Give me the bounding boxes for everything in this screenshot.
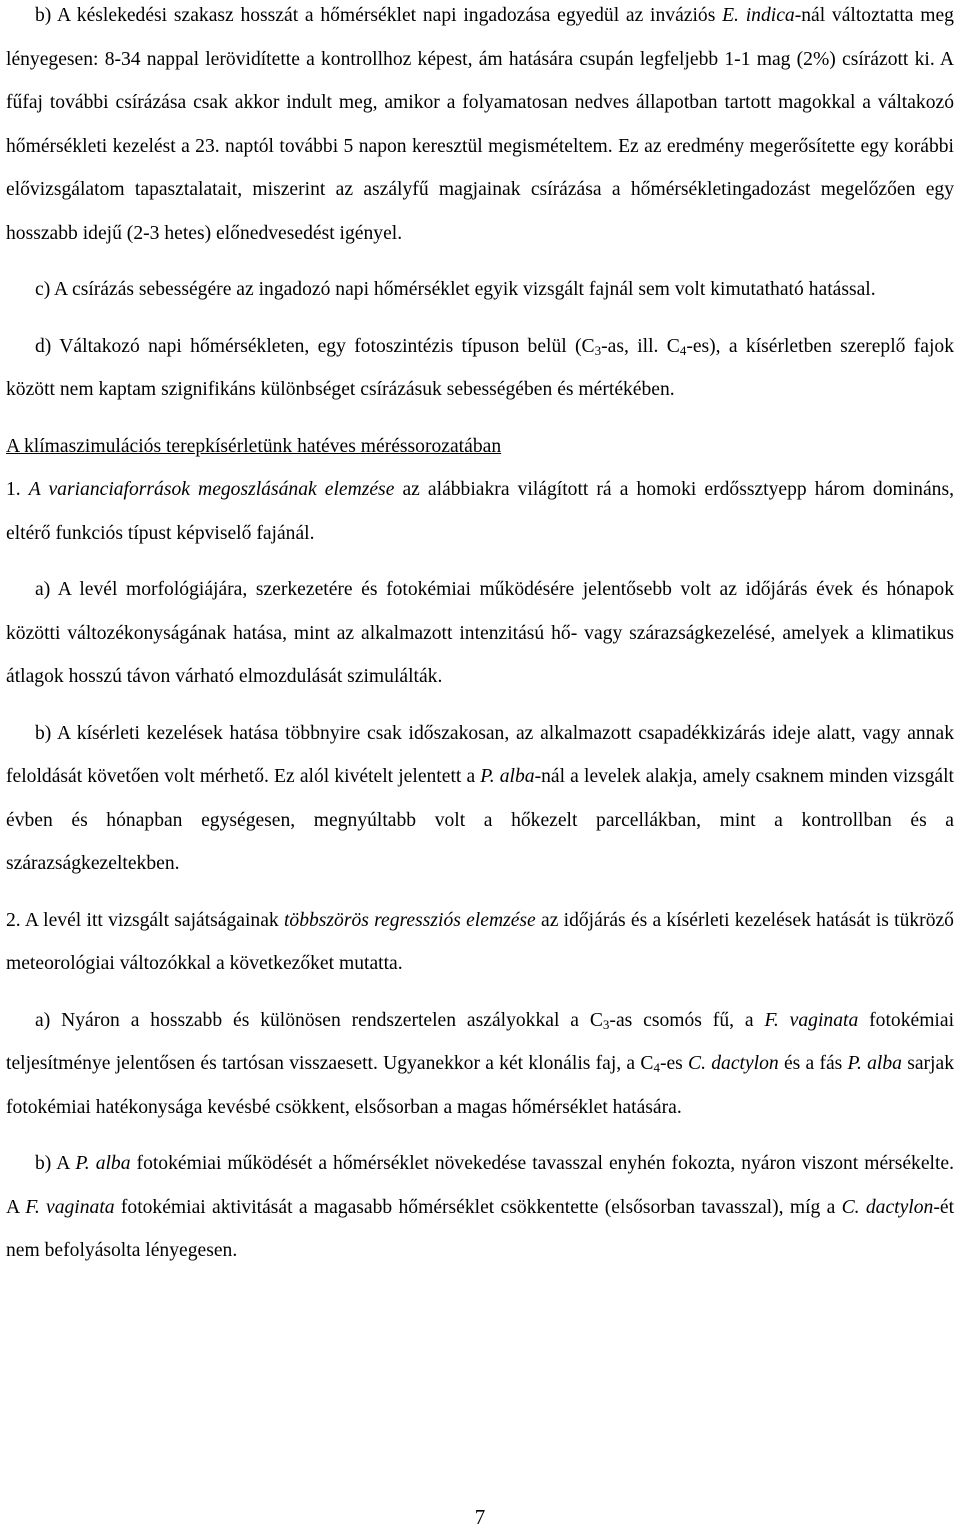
subscript: 3 [594,342,602,358]
text-run: fotokémiai működését a hőmérséklet növekedése tavasszal enyhén fokozta, nyáron viszont mérsékelte. A [6,1153,954,1218]
paragraph-2b-temperature-effects [6,1142,954,1273]
text-run: fotokémiai teljesítménye jelentősen és tartósan visszaesett. Ugyanekkor a két klonális faj, a C [6,1009,955,1074]
text-run: b) A [35,1153,76,1174]
page-number: 7 [474,1505,486,1529]
text-run: 1. [6,479,29,500]
page-body [6,0,954,1273]
subscript: 4 [653,1060,660,1075]
subscript: 3 [602,1016,610,1032]
text-run: fotokémiai aktivitását a magasabb hőmérséklet csökkentette (elsősorban tavasszal), míg a [114,1196,842,1218]
paragraph-2a-summer-drought [6,999,954,1130]
species-name: P. alba [75,1153,131,1174]
paragraph-c-germination-speed: c) A csírázás sebességére az ingadozó napi hőmérséklet egyik vizsgált fajnál sem volt kimutatható hatással. [35,279,876,300]
text-run: -es [659,1053,689,1074]
text-run: -nál a levelek alakja, amely csaknem minden vizsgált évben és hónapban egységesen, megnyúltabb volt a hőkezelt parcellákban, mint a kontrollban és a szárazságkezeltekben. [6,766,954,874]
emphasis: többszörös regressziós elemzése [283,909,536,931]
paragraph-2-regression [6,899,954,986]
text-run: az időjárás és a kísérleti kezelések hatását is tükröző meteorológiai változókkal a következőket mutatta. [6,909,954,974]
text-run: az alábbiakra világított rá a homoki erdőssztyepp három domináns, eltérő funkciós típust képviselő fajánál. [6,479,954,544]
text-run: -as csomós fű, a [609,1009,765,1031]
species-name: C. dactylon [841,1196,934,1218]
subscript: 4 [679,342,687,358]
text-run: d) Váltakozó napi hőmérsékleten, egy fotoszintézis típuson belül (C [35,335,595,357]
species-name: F. vaginata [764,1009,859,1031]
section-heading: A klímaszimulációs terepkísérletünk hatéves méréssorozatában [6,435,502,457]
paragraph-d-photosynthesis-types [6,325,954,412]
paragraph-1-variance-sources [6,468,954,555]
text-run: b) A késlekedési szakasz hosszát a hőmérséklet napi ingadozása egyedül az inváziós [35,5,723,26]
paragraph-b-germination-delay [6,0,954,255]
text-run: -nál változtatta meg lényegesen: 8-34 nappal lerövidítette a kontrollhoz képest, ám hatására csupán legfeljebb 1-1 mag (2%) csírázott ki. A fűfaj további csírázása csak akkor indult meg, amikor a folyamatosan nedves állapotban tartott magokkal a váltakozó hőmérsékleti kezelést a 23. naptól további 5 napon keresztül megismételtem. Ez az eredmény megerősítette egy korábbi elővizsgálatom tapasztalatait, miszerint az aszályfű magjainak csírázása a hőmérsékletingadozást megelőzően egy hosszabb idejű (2-3 hetes) előnedvesedést igényel. [6,5,954,244]
text-run: -ét nem befolyásolta lényegesen. [6,1196,955,1261]
species-name: P. alba [847,1053,902,1074]
species-name: P. alba [480,766,535,787]
text-run: és a fás [778,1053,848,1074]
text-run: -as, ill. C [601,335,680,357]
species-name: F. vaginata [25,1196,115,1218]
text-run: -es), a kísérletben szereplő fajok között nem kaptam szignifikáns különbséget csírázásuk sebességében és mértékében. [6,335,955,400]
text-run: sarjak fotokémiai hatékonysága kevésbé csökkent, elsősorban a magas hőmérséklet hatására. [6,1053,954,1118]
paragraph-1b-treatment-effects [6,712,954,886]
text-run: 2. A levél itt vizsgált sajátságainak [6,909,284,931]
text-run: b) A kísérleti kezelések hatása többnyire csak időszakosan, az alkalmazott csapadékkizárás ideje alatt, vagy annak feloldását követően volt mérhető. Ez alól kivételt jelentett a [6,722,954,787]
emphasis: A varianciaforrások megoszlásának elemzése [28,479,395,500]
species-name: E. indica [722,5,795,26]
text-run: a) Nyáron a hosszabb és különösen rendszertelen aszályokkal a C [35,1009,603,1031]
paragraph-1a-leaf-morphology: a) A levél morfológiájára, szerkezetére és fotokémiai működésére jelentősebb volt az időjárás évek és hónapok közötti változékonyságának hatása, mint az alkalmazott intenzitású hő- vagy szárazságkezelésé, amelyek a klimatikus átlagok hosszú távon várható elmozdulását szimulálták. [6,579,954,687]
species-name: C. dactylon [688,1053,779,1074]
